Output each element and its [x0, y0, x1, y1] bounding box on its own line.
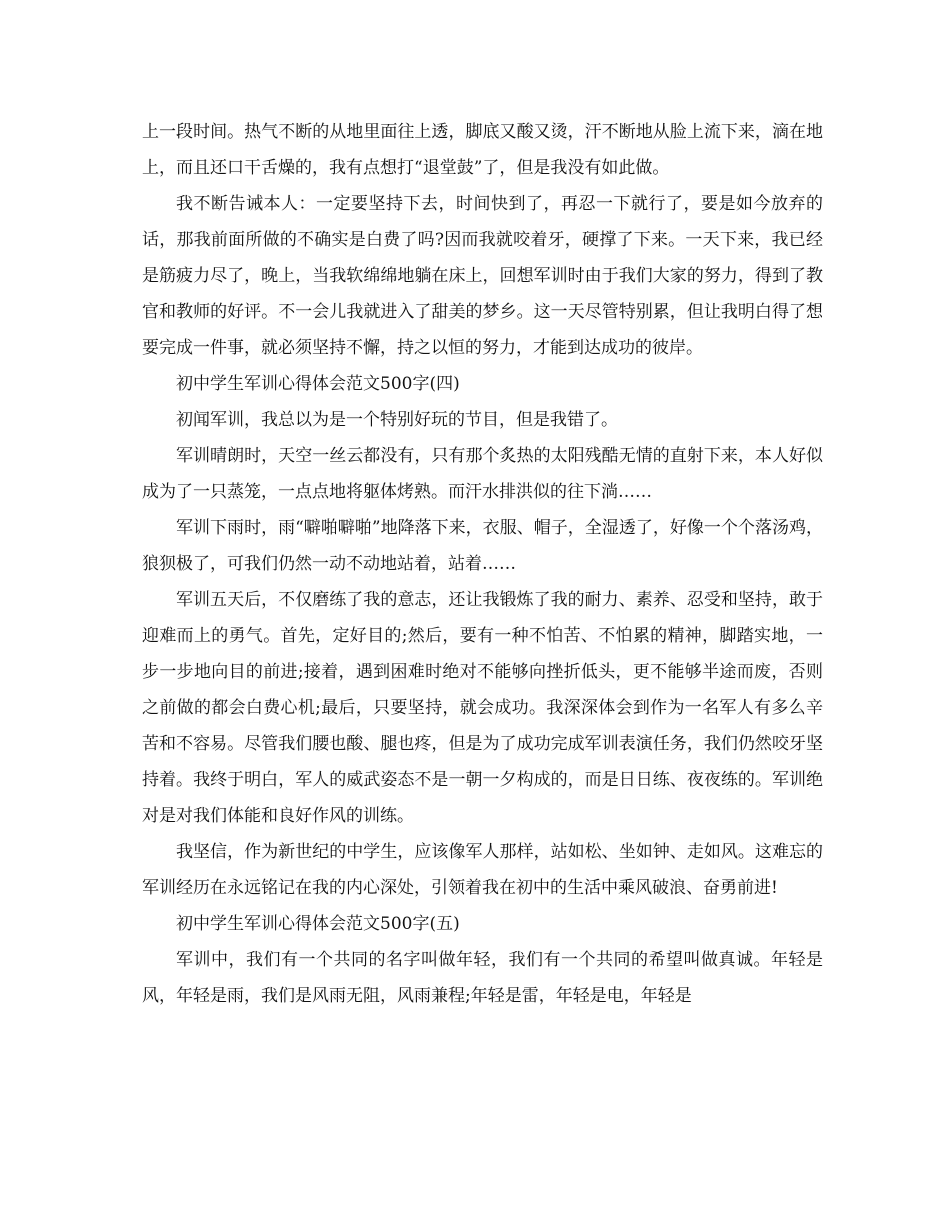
paragraph: 我坚信，作为新世纪的中学生，应该像军人那样，站如松、坐如钟、走如风。这难忘的军训经历在永远铭记在我的内心深处，引领着我在初中的生活中乘风破浪、奋勇前进!: [142, 842, 823, 898]
paragraph: 我不断告诫本人：一定要坚持下去，时间快到了，再忍一下就行了，要是如今放弃的话，那我前面所做的不确实是白费了吗?因而我就咬着牙，硬撑了下来。一天下来，我已经是筋疲力尽了，晚上，当我软绵绵地躺在床上，回想军训时由于我们大家的努力，得到了教官和教师的好评。不一会儿我就进入了甜美的梦乡。这一天尽管特别累，但让我明白得了想要完成一件事，就必须坚持不懈，持之以恒的努力，才能到达成功的彼岸。: [142, 194, 823, 358]
paragraph: 初闻军训，我总以为是一个特别好玩的节目，但是我错了。: [176, 410, 618, 430]
paragraph-continued: 上一段时间。热气不断的从地里面往上透，脚底又酸又烫，汗不断地从脸上流下来，滴在地上，而且还口干舌燥的，我有点想打“退堂鼓”了，但是我没有如此做。: [142, 122, 823, 178]
paragraph: 军训下雨时，雨“噼啪噼啪”地降落下来，衣服、帽子，全湿透了，好像一个个落汤鸡，狼狈极了，可我们仍然一动不动地站着，站着……: [142, 518, 823, 574]
document-body: [142, 114, 823, 1014]
paragraph: 军训五天后，不仅磨练了我的意志，还让我锻炼了我的耐力、素养、忍受和坚持，敢于迎难而上的勇气。首先，定好目的;然后，要有一种不怕苦、不怕累的精神，脚踏实地，一步一步地向目的前进;接着，遇到困难时绝对不能够向挫折低头，更不能够半途而废，否则之前做的都会白费心机;最后，只要坚持，就会成功。我深深体会到作为一名军人有多么辛苦和不容易。尽管我们腰也酸、腿也疼，但是为了成功完成军训表演任务，我们仍然咬牙坚持着。我终于明白，军人的威武姿态不是一朝一夕构成的，而是日日练、夜夜练的。军训绝对是对我们体能和良好作风的训练。: [142, 590, 823, 826]
paragraph: 军训晴朗时，天空一丝云都没有，只有那个炙热的太阳残酷无情的直射下来，本人好似成为了一只蒸笼，一点点地将躯体烤熟。而汗水排洪似的往下淌……: [142, 446, 823, 502]
section-heading-4: 初中学生军训心得体会范文500字(四): [176, 374, 460, 394]
paragraph-truncated: 军训中，我们有一个共同的名字叫做年轻，我们有一个共同的希望叫做真诚。年轻是风，年轻是雨，我们是风雨无阻，风雨兼程;年轻是雷，年轻是电，年轻是: [142, 950, 823, 1006]
section-heading-5: 初中学生军训心得体会范文500字(五): [176, 914, 460, 934]
